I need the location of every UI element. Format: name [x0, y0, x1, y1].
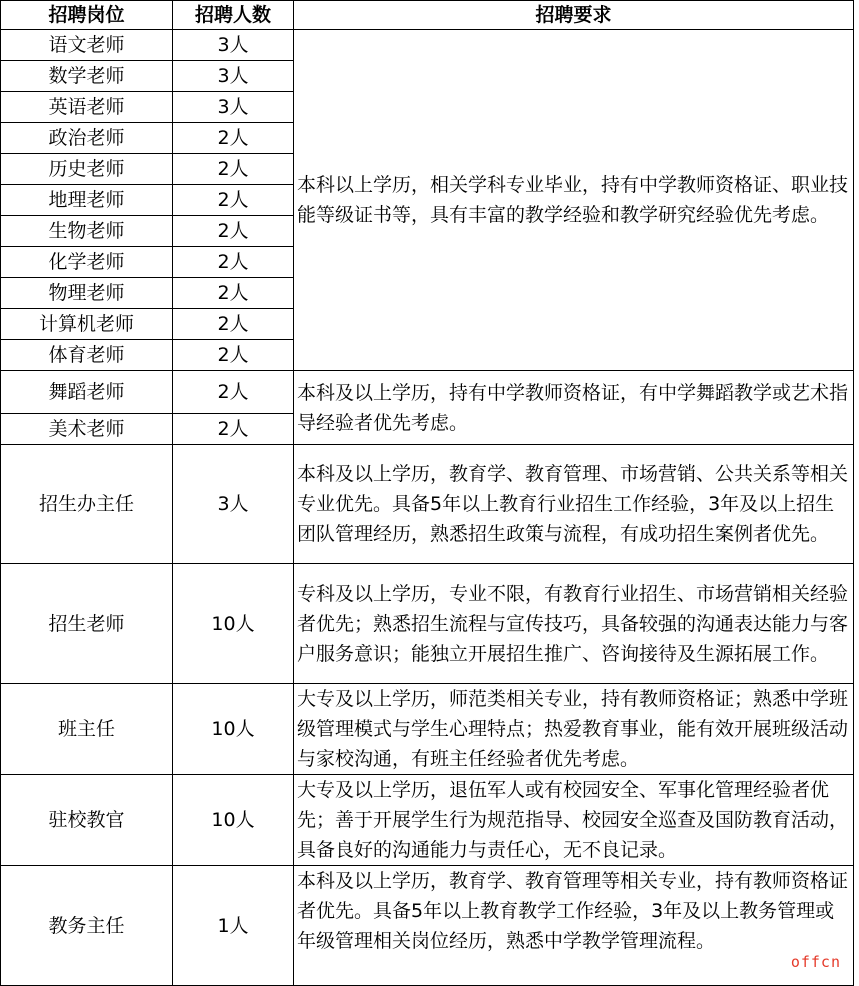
requirement-cell: 本科及以上学历，教育学、教育管理等相关专业，持有教师资格证者优先。具备5年以上教育教学工作经验，3年及以上教务管理或年级管理相关岗位经历，熟悉中学教学管理流程。 [294, 866, 854, 986]
count-cell: 2人 [173, 278, 294, 309]
count-cell: 2人 [173, 414, 294, 445]
count-cell: 3人 [173, 92, 294, 123]
count-cell: 1人 [173, 866, 294, 986]
table-row [1, 371, 854, 414]
position-cell: 教务主任 [1, 866, 173, 986]
position-cell: 历史老师 [1, 154, 173, 185]
position-cell: 地理老师 [1, 185, 173, 216]
requirement-cell: 本科及以上学历，教育学、教育管理、市场营销、公共关系等相关专业优先。具备5年以上教育行业招生工作经验，3年及以上招生团队管理经历，熟悉招生政策与流程，有成功招生案例者优先。 [294, 445, 854, 564]
position-cell: 生物老师 [1, 216, 173, 247]
position-cell: 招生老师 [1, 564, 173, 684]
count-cell: 2人 [173, 340, 294, 371]
position-cell: 物理老师 [1, 278, 173, 309]
position-cell: 体育老师 [1, 340, 173, 371]
position-cell: 政治老师 [1, 123, 173, 154]
position-cell: 美术老师 [1, 414, 173, 445]
position-cell: 班主任 [1, 684, 173, 775]
table-row [1, 684, 854, 775]
position-cell: 舞蹈老师 [1, 371, 173, 414]
position-cell: 驻校教官 [1, 775, 173, 866]
position-cell: 语文老师 [1, 30, 173, 61]
header-count: 招聘人数 [173, 1, 294, 30]
position-cell: 英语老师 [1, 92, 173, 123]
count-cell: 2人 [173, 154, 294, 185]
count-cell: 3人 [173, 30, 294, 61]
count-cell: 10人 [173, 684, 294, 775]
table-row [1, 564, 854, 684]
count-cell: 10人 [173, 775, 294, 866]
table-row [1, 445, 854, 564]
requirement-cell: 大专及以上学历，退伍军人或有校园安全、军事化管理经验者优先；善于开展学生行为规范指导、校园安全巡查及国防教育活动，具备良好的沟通能力与责任心，无不良记录。 [294, 775, 854, 866]
count-cell: 2人 [173, 309, 294, 340]
position-cell: 数学老师 [1, 61, 173, 92]
count-cell: 2人 [173, 371, 294, 414]
count-cell: 2人 [173, 216, 294, 247]
count-cell: 3人 [173, 445, 294, 564]
count-cell: 2人 [173, 185, 294, 216]
table-row [1, 30, 854, 61]
position-cell: 招生办主任 [1, 445, 173, 564]
count-cell: 2人 [173, 247, 294, 278]
header-row [1, 1, 854, 30]
watermark-logo: offcn [790, 953, 841, 971]
position-cell: 化学老师 [1, 247, 173, 278]
header-requirement: 招聘要求 [294, 1, 854, 30]
count-cell: 3人 [173, 61, 294, 92]
header-position: 招聘岗位 [1, 1, 173, 30]
position-cell: 计算机老师 [1, 309, 173, 340]
requirement-cell: 本科以上学历，相关学科专业毕业，持有中学教师资格证、职业技能等级证书等，具有丰富的教学经验和教学研究经验优先考虑。 [294, 30, 854, 371]
requirement-cell: 专科及以上学历，专业不限，有教育行业招生、市场营销相关经验者优先；熟悉招生流程与宣传技巧，具备较强的沟通表达能力与客户服务意识；能独立开展招生推广、咨询接待及生源拓展工作。 [294, 564, 854, 684]
requirement-cell: 大专及以上学历，师范类相关专业，持有教师资格证；熟悉中学班级管理模式与学生心理特点；热爱教育事业，能有效开展班级活动与家校沟通，有班主任经验者优先考虑。 [294, 684, 854, 775]
table-row [1, 775, 854, 866]
requirement-cell: 本科及以上学历，持有中学教师资格证，有中学舞蹈教学或艺术指导经验者优先考虑。 [294, 371, 854, 445]
count-cell: 10人 [173, 564, 294, 684]
count-cell: 2人 [173, 123, 294, 154]
table-row [1, 866, 854, 986]
